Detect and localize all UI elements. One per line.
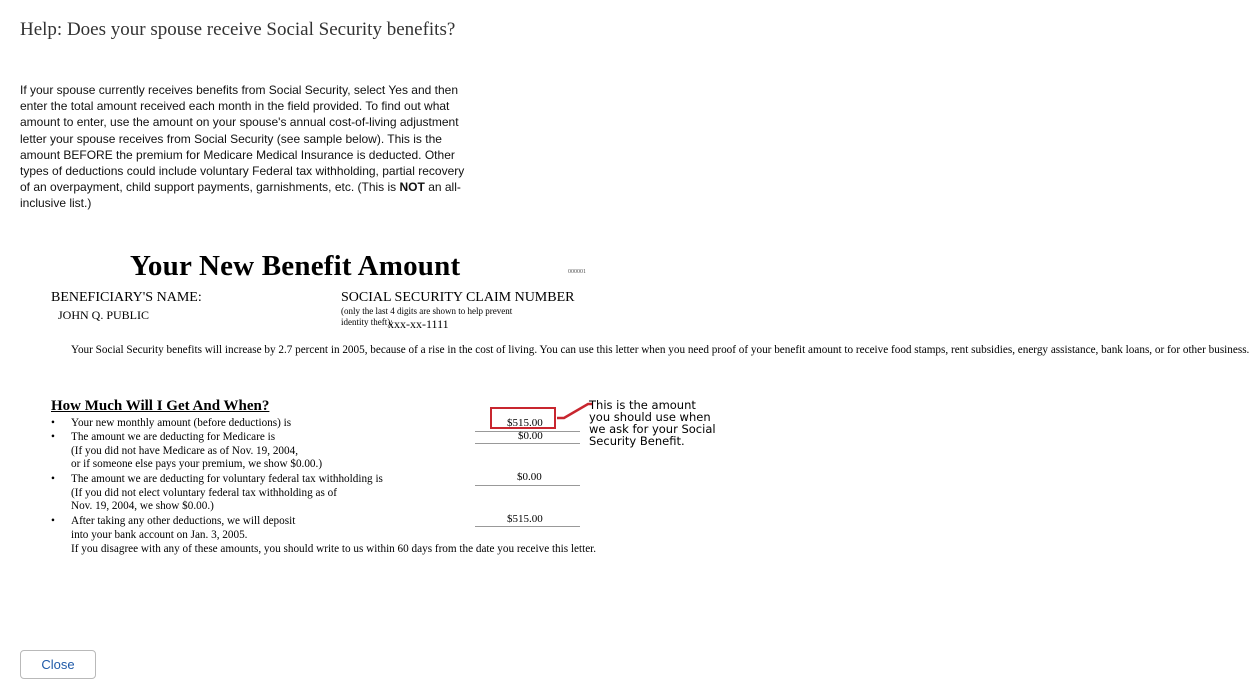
bullet-icon: • (51, 515, 55, 527)
list-item (51, 515, 451, 543)
bullet-icon: • (51, 431, 55, 443)
help-description-emphasis: NOT (399, 180, 425, 195)
medicare-deduction-value: $0.00 (518, 430, 543, 442)
help-description-text-end: an all-inclusive list.) (20, 180, 461, 211)
list-item-text: (If you did not have Medicare as of Nov. 19, 2004, (71, 444, 299, 457)
list-item-text: or if someone else pays your premium, we show $0.00.) (71, 458, 323, 471)
list-item-text: into your bank account on Jan. 3, 2005. (71, 528, 248, 541)
bullet-icon: • (51, 473, 55, 485)
list-item (51, 473, 471, 515)
claim-note-line: (only the last 4 digits are shown to help prevent (341, 306, 513, 316)
list-item (51, 431, 451, 473)
list-item (51, 417, 451, 431)
help-description (20, 82, 470, 212)
letter-code: 000001 (568, 269, 586, 275)
help-description-text: If your spouse currently receives benefits from Social Security, select Yes and then enter the total amount received each month in the field provided. To find out what amount to enter, use the amount on your spouse's annual cost-of-living adjustment letter your spouse receives from Social Security (see sample below). This is the amount BEFORE the premium for Medicare Medical Insurance is deducted. Other types of deductions could include voluntary Federal tax withholding, partial recovery of an overpayment, child support payments, garnishments, etc. (This is (20, 83, 465, 195)
letter-section-heading: How Much Will I Get And When? (51, 398, 270, 414)
list-item-text: The amount we are deducting for Medicare is (71, 431, 276, 443)
callout-note: This is the amount you should use when we ask for your Social Security Benefit. (589, 398, 716, 448)
claim-number: xxx-xx-1111 (388, 317, 449, 331)
bullet-icon: • (51, 417, 55, 429)
close-button[interactable]: Close (20, 650, 96, 679)
tax-withholding-value: $0.00 (517, 471, 542, 483)
beneficiary-label: BENEFICIARY'S NAME: (51, 290, 202, 305)
amount-underline (475, 485, 580, 486)
list-item-text: The amount we are deducting for voluntary federal tax withholding is (71, 473, 383, 485)
list-item-text: After taking any other deductions, we will deposit (71, 515, 296, 527)
help-title: Help: Does your spouse receive Social Security benefits? (20, 19, 456, 40)
letter-title: Your New Benefit Amount (130, 250, 461, 282)
claim-number-label: SOCIAL SECURITY CLAIM NUMBER (341, 290, 575, 305)
beneficiary-name: JOHN Q. PUBLIC (58, 308, 150, 322)
letter-closing: If you disagree with any of these amounts, you should write to us within 60 days from the date you receive this letter. (71, 543, 597, 555)
list-item-text: (If you did not elect voluntary federal tax withholding as of (71, 486, 337, 499)
monthly-amount-value: $515.00 (507, 417, 543, 429)
amount-highlight-box (490, 407, 556, 429)
deposit-amount-value: $515.00 (507, 513, 543, 525)
list-item-text: Your new monthly amount (before deductions) is (71, 417, 292, 429)
letter-intro: Your Social Security benefits will increase by 2.7 percent in 2005, because of a rise in the cost of living. You can use this letter when you need proof of your benefit amount to receive food stamps, rent subsidies, energy assistance, bank loans, or for other business. (71, 344, 1249, 356)
amount-underline (475, 443, 580, 444)
amount-underline (475, 526, 580, 527)
claim-note-line: identity theft): (341, 317, 393, 327)
list-item-text: Nov. 19, 2004, we show $0.00.) (71, 500, 214, 513)
